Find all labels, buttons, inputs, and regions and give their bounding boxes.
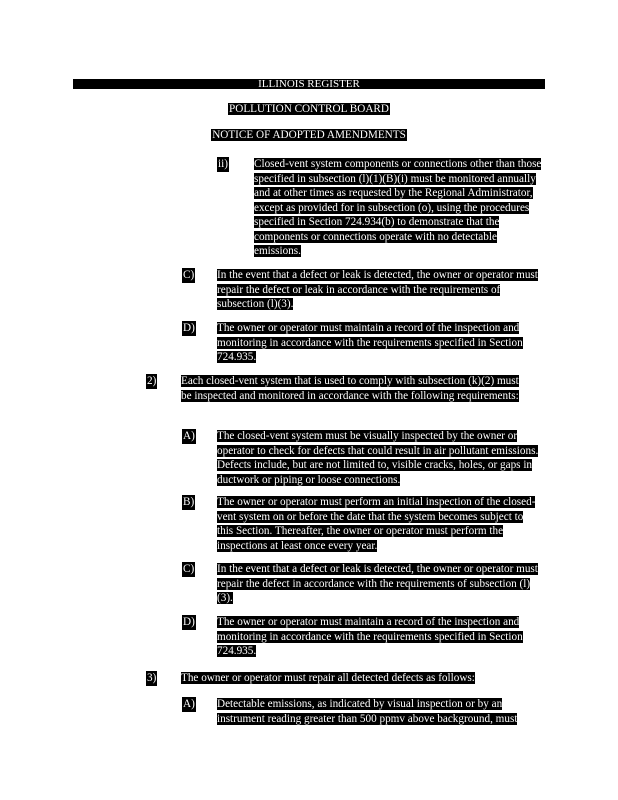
item-label: B) <box>183 496 195 508</box>
register-header-bar <box>73 79 545 89</box>
item-text: The owner or operator must maintain a record of the inspection and monitoring in accordance with the requirements specified in Section 724.935. <box>217 616 523 657</box>
item-label: 2) <box>147 375 157 387</box>
item-label: 3) <box>147 672 157 684</box>
item-label: D) <box>183 616 195 628</box>
register-title: ILLINOIS REGISTER <box>258 78 360 90</box>
item-label: A) <box>183 698 195 710</box>
item-text: The owner or operator must maintain a record of the inspection and monitoring in accordance with the requirements specified in Section 724.935. <box>217 322 523 363</box>
item-text: Each closed-vent system that is used to comply with subsection (k)(2) must be inspected and monitored in accordance with the following requirements: <box>181 375 519 402</box>
item-text: In the event that a defect or leak is detected, the owner or operator must repair the defect in accordance with the requirements of subsection (l)(3). <box>217 563 538 604</box>
notice-title: NOTICE OF ADOPTED AMENDMENTS <box>212 129 406 141</box>
item-label: ii) <box>218 158 228 170</box>
item-text: The owner or operator must repair all detected defects as follows: <box>181 672 475 684</box>
item-text: The owner or operator must perform an initial inspection of the closed-vent system on or before the date that the system becomes subject to this Section. Thereafter, the owner or operator must perform the inspections at least once every year. <box>217 496 536 552</box>
item-text: In the event that a defect or leak is detected, the owner or operator must repair the defect or leak in accordance with the requirements of subsection (l)(3). <box>217 269 538 310</box>
board-title: POLLUTION CONTROL BOARD <box>229 103 389 115</box>
item-text: Detectable emissions, as indicated by visual inspection or by an instrument reading greater than 500 ppmv above background, must <box>217 698 518 725</box>
item-text: Closed-vent system components or connections other than those specified in subsection (l)(1)(B)(i) must be monitored annually and at other times as requested by the Regional Administrator, except as provided for in subsection (o), using the procedures specified in Section 724.934(b) to demonstrate that the components or connections operate with no detectable emissions. <box>254 158 542 257</box>
item-label: C) <box>183 269 195 281</box>
item-text: The closed-vent system must be visually inspected by the owner or operator to check for defects that could result in air pollutant emissions. Defects include, but are not limited to, visible cracks, holes, or gaps in ductwork or piping or loose connections. <box>217 430 539 486</box>
item-label: C) <box>183 563 195 575</box>
item-label: D) <box>183 322 195 334</box>
item-label: A) <box>183 430 195 442</box>
